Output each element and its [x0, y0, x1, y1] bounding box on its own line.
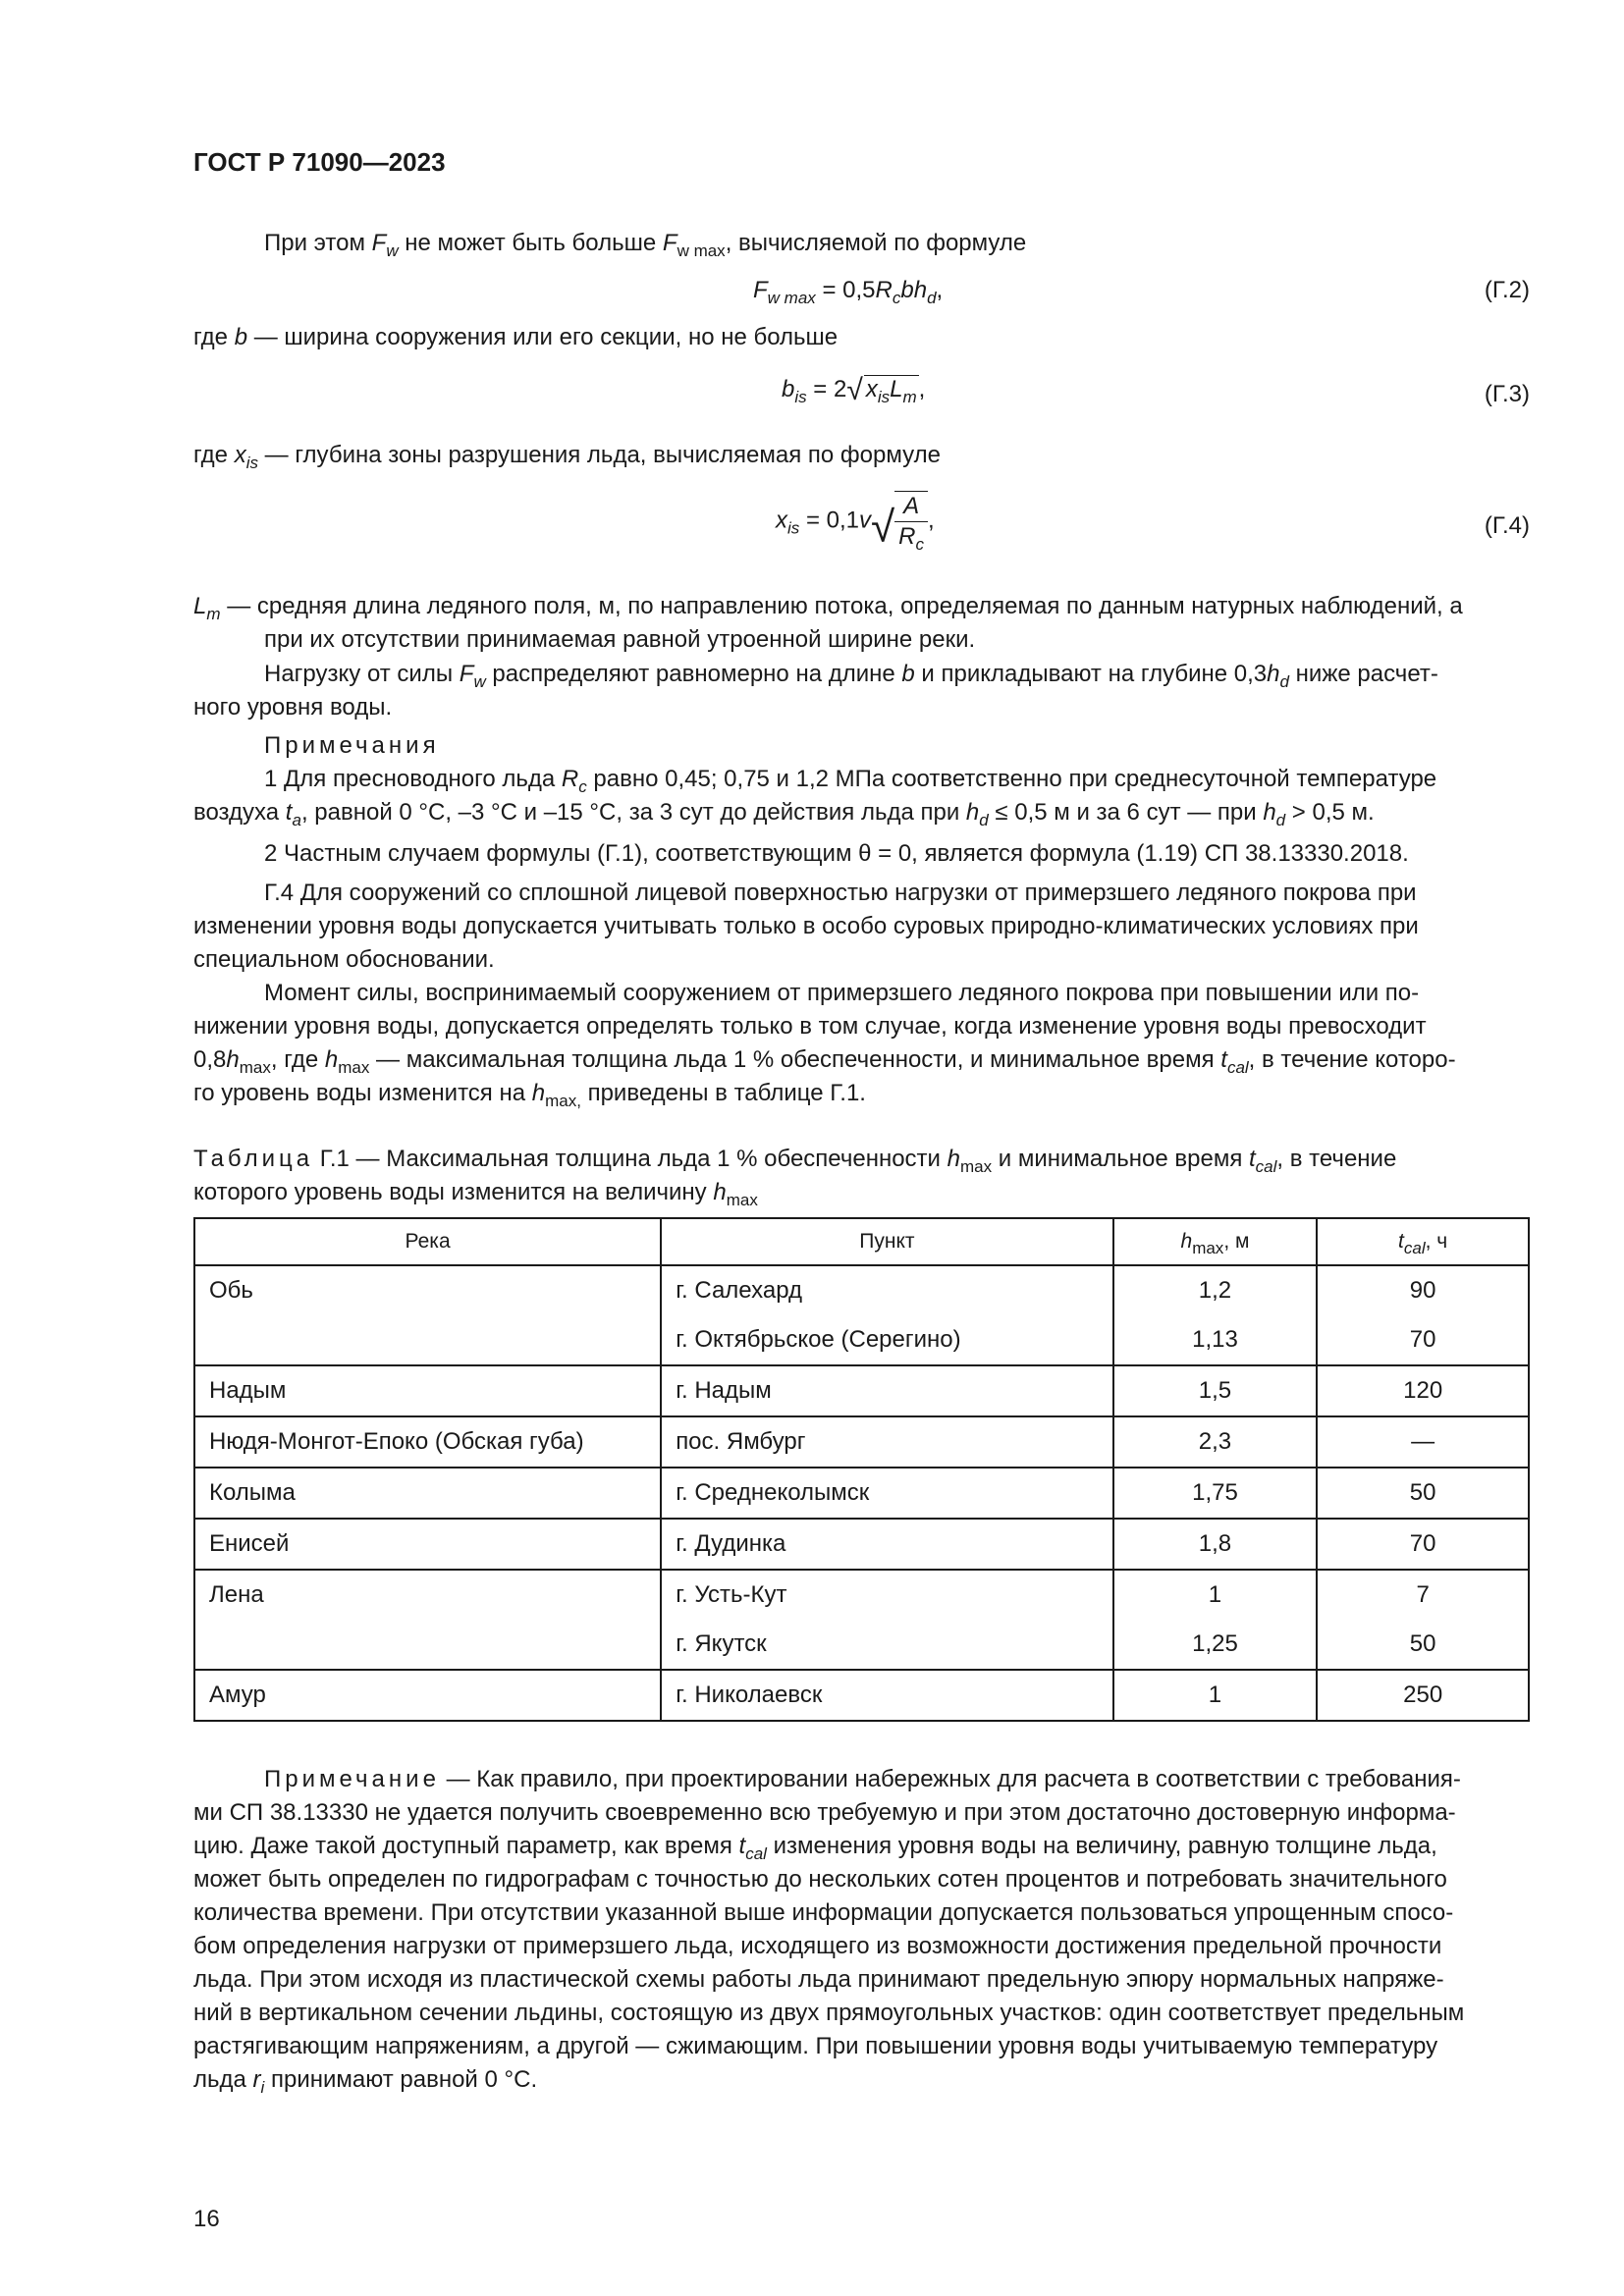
- table-row: [194, 1570, 1529, 1670]
- header-hmax: $h_{max}$, м: [1113, 1218, 1318, 1265]
- header-river: Река: [194, 1218, 661, 1265]
- cell-tcal: 90 70: [1317, 1265, 1529, 1365]
- sqrt-symbol: √: [846, 374, 863, 406]
- header-point: Пункт: [661, 1218, 1112, 1265]
- intro-line: При этом $F_w$ не может быть больше $F_{w max}$, вычисляемой по формуле: [264, 230, 1027, 260]
- formula-number-g4: (Г.4): [1484, 512, 1530, 539]
- cell-point: г. Дудинка: [661, 1519, 1112, 1570]
- cell-hmax: 1,75: [1113, 1468, 1318, 1519]
- table-row: [194, 1265, 1529, 1365]
- notes-title: Примечания: [264, 732, 440, 759]
- table-row: [194, 1365, 1529, 1416]
- cell-tcal: 250: [1317, 1670, 1529, 1721]
- table-row: [194, 1468, 1529, 1519]
- notes-block: Примечания 1 Для пресноводного льда $R_c$ равно 0,45; 0,75 и 1,2 МПа соответственно при среднесуточной температуре воздуха $t_a$, равной 0 °С, –3 °С и –15 °С, за 3 сут до действия льда при $h_d \le 0,5$ м и за 6 сут — при $h_d > 0,5$ м. 2 Частным случаем формулы (Г.1), соответствующим θ = 0, является формула (1.19) СП 38.13330.2018.: [193, 729, 1530, 871]
- cell-tcal: 50: [1317, 1468, 1529, 1519]
- table-row: [194, 1670, 1529, 1721]
- document-header: ГОСТ Р 71090—2023: [193, 147, 446, 177]
- header-tcal: $t_{cal}$, ч: [1317, 1218, 1529, 1265]
- cell-hmax: 1,5: [1113, 1365, 1318, 1416]
- moment-paragraph: Момент силы, воспринимаемый сооружением от примерзшего ледяного покрова при повышении или по- нижении уровня воды, допускается определять только в том случае, когда изменение уровня воды превосходит $0,8h_{max}$, где $h_{max}$ — максимальная толщина льда 1 % обеспеченности, и минимальное время $t_{cal}$, в течение которо- го уровень воды изменится на $h_{max,}$ приведены в таблице Г.1.: [193, 980, 1456, 1110]
- cell-point: г. Надым: [661, 1365, 1112, 1416]
- g4-paragraph: Г.4 Для сооружений со сплошной лицевой поверхностью нагрузки от примерзшего ледяного покрова при изменении уровня воды допускается учитывать только в особо суровых природно-климатических условиях при специальном обосновании.: [193, 880, 1419, 973]
- cell-point: г. Николаевск: [661, 1670, 1112, 1721]
- cell-river: Нюдя-Монгот-Епоко (Обская губа): [194, 1416, 661, 1468]
- page-number: 16: [193, 2206, 220, 2232]
- formula-g2: $F_{w max} = 0,5R_cbh_d$,: [753, 277, 944, 307]
- where-x-line: где $x_{is}$ — глубина зоны разрушения льда, вычисляемая по формуле: [193, 442, 941, 472]
- final-note: Примечание — Как правило, при проектировании набережных для расчета в соответствии с требования- ми СП 38.13330 не удается получить своевременно всю требуемую и при этом достаточно достоверную информа- цию. Даже такой доступный параметр, как время $t_{cal}$ изменения уровня воды на величину, равную толщине льда, может быть определен по гидрографам с точностью до нескольких сотен процентов и потребовать значительного количества времени. При отсутствии указанной выше информации допускается пользоваться упрощенным спосо- бом определения нагрузки от примерзшего льда, исходящего из возможности достижения предельной прочности льда. При этом исходя из пластической схемы работы льда принимают предельную эпюру нормальных напряже- ний в вертикальном сечении льдины, состоящую из двух прямоугольных участков: один соответствует предельным растягивающим напряжениям, а другой — сжимающим. При повышении уровня воды учитываемую температуру льда $r_i$ принимают равной 0 °С.: [193, 1766, 1465, 2097]
- cell-river: Обь: [194, 1265, 661, 1365]
- cell-river: Надым: [194, 1365, 661, 1416]
- cell-hmax: 2,3: [1113, 1416, 1318, 1468]
- formula-number-g3: (Г.3): [1484, 381, 1530, 407]
- cell-point: г. Усть-Кут г. Якутск: [661, 1570, 1112, 1670]
- cell-hmax: 1: [1113, 1670, 1318, 1721]
- cell-river: Енисей: [194, 1519, 661, 1570]
- table-caption: Таблица Г.1 — Максимальная толщина льда 1 % обеспеченности $h_{max}$ и минимальное время $t_{cal}$, в течение которого уровень воды изменится на величину $h_{max}$: [193, 1146, 1397, 1209]
- cell-river: Колыма: [194, 1468, 661, 1519]
- table-header-row: [194, 1218, 1529, 1265]
- cell-tcal: 70: [1317, 1519, 1529, 1570]
- cell-river: Амур: [194, 1670, 661, 1721]
- cell-hmax: 1,2 1,13: [1113, 1265, 1318, 1365]
- formula-g3: $b_{is} = 2√$ $x_{is}L_m$,: [782, 374, 926, 406]
- load-paragraph: Нагрузку от силы $F_w$ распределяют равномерно на длине b и прикладывают на глубине $0,3h_d$ ниже расчет- ного уровня воды.: [193, 661, 1438, 721]
- where-b-line: где b — ширина сооружения или его секции, но не больше: [193, 324, 839, 350]
- formula-g4: $x_{is} = 0,1v√$ $\frac{A}{R_c}$ ,: [776, 493, 935, 554]
- cell-tcal: 7 50: [1317, 1570, 1529, 1670]
- cell-hmax: 1 1,25: [1113, 1570, 1318, 1670]
- formula-number-g2: (Г.2): [1484, 277, 1530, 303]
- cell-tcal: —: [1317, 1416, 1529, 1468]
- ice-thickness-table: [193, 1217, 1530, 1722]
- cell-point: г. Салехард г. Октябрьское (Серегино): [661, 1265, 1112, 1365]
- table-row: [194, 1519, 1529, 1570]
- cell-point: г. Среднеколымск: [661, 1468, 1112, 1519]
- cell-hmax: 1,8: [1113, 1519, 1318, 1570]
- cell-tcal: 120: [1317, 1365, 1529, 1416]
- cell-point: пос. Ямбург: [661, 1416, 1112, 1468]
- cell-river: Лена: [194, 1570, 661, 1670]
- lm-definition: $L_m$ — средняя длина ледяного поля, м, по направлению потока, определяемая по данным натурных наблюдений, а при их отсутствии принимаемая равной утроенной ширине реки.: [193, 593, 1463, 653]
- table-row: [194, 1416, 1529, 1468]
